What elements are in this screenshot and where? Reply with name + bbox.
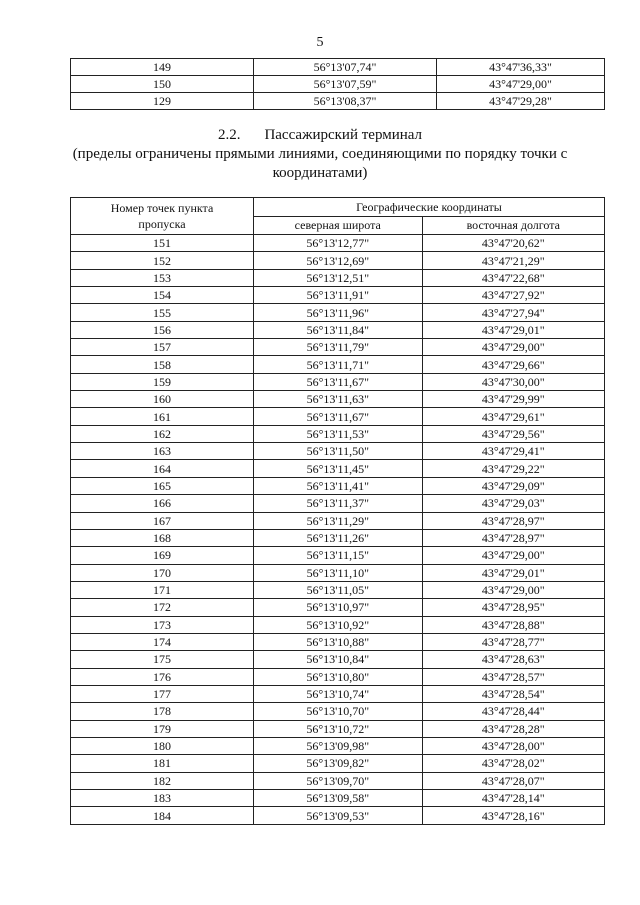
table-row [71,287,605,304]
longitude-cell: 43°47'28,97" [422,529,604,546]
point-number-cell: 178 [71,703,254,720]
section-title: Пассажирский терминал [264,127,423,143]
table-row [71,790,605,807]
point-number-cell: 149 [71,59,254,76]
table-row [71,269,605,286]
longitude-cell: 43°47'28,77" [422,633,604,650]
section-subtitle-line1: (пределы ограничены прямыми линиями, соединяющими по порядку точки с [72,146,568,162]
terminal-coordinates-table [70,197,605,825]
table-row [71,633,605,650]
longitude-cell: 43°47'29,61" [422,408,604,425]
table-row [71,76,605,93]
longitude-cell: 43°47'29,03" [422,495,604,512]
latitude-cell: 56°13'09,53" [254,807,423,824]
point-number-cell: 129 [71,93,254,110]
longitude-cell: 43°47'29,09" [422,477,604,494]
table-row [71,235,605,252]
latitude-cell: 56°13'11,71" [254,356,423,373]
point-number-cell: 168 [71,529,254,546]
latitude-cell: 56°13'12,51" [254,269,423,286]
table-row [71,755,605,772]
point-number-cell: 166 [71,495,254,512]
table-row [71,599,605,616]
latitude-cell: 56°13'07,74" [254,59,437,76]
longitude-cell: 43°47'28,28" [422,720,604,737]
latitude-cell: 56°13'10,74" [254,685,423,702]
point-number-cell: 167 [71,512,254,529]
point-number-cell: 170 [71,564,254,581]
point-number-cell: 155 [71,304,254,321]
header-point-line2: пропуска [138,217,186,231]
continued-coordinates-body [71,59,605,110]
latitude-cell: 56°13'11,67" [254,373,423,390]
point-number-cell: 181 [71,755,254,772]
point-number-cell: 172 [71,599,254,616]
table-row [71,581,605,598]
longitude-cell: 43°47'29,01" [422,321,604,338]
latitude-cell: 56°13'10,97" [254,599,423,616]
point-number-cell: 174 [71,633,254,650]
header-point-number [71,198,254,235]
table-body [71,235,605,825]
longitude-cell: 43°47'29,99" [422,391,604,408]
table-row [71,391,605,408]
table-row [71,685,605,702]
table-row [71,252,605,269]
table-row [71,408,605,425]
latitude-cell: 56°13'11,91" [254,287,423,304]
longitude-cell: 43°47'27,94" [422,304,604,321]
page-number: 5 [316,35,324,50]
latitude-cell: 56°13'12,69" [254,252,423,269]
longitude-cell: 43°47'28,63" [422,651,604,668]
longitude-cell: 43°47'28,00" [422,737,604,754]
point-number-cell: 177 [71,685,254,702]
point-number-cell: 150 [71,76,254,93]
latitude-cell: 56°13'09,98" [254,737,423,754]
latitude-cell: 56°13'11,26" [254,529,423,546]
latitude-cell: 56°13'11,45" [254,460,423,477]
point-number-cell: 179 [71,720,254,737]
longitude-cell: 43°47'29,00" [422,581,604,598]
section-number: 2.2. [217,127,241,143]
header-longitude: восточная долгота [422,216,604,235]
table-row [71,772,605,789]
latitude-cell: 56°13'11,53" [254,425,423,442]
point-number-cell: 162 [71,425,254,442]
latitude-cell: 56°13'09,82" [254,755,423,772]
point-number-cell: 164 [71,460,254,477]
table-row [71,807,605,824]
longitude-cell: 43°47'28,54" [422,685,604,702]
point-number-cell: 158 [71,356,254,373]
point-number-cell: 175 [71,651,254,668]
table-row [71,304,605,321]
point-number-cell: 157 [71,339,254,356]
longitude-cell: 43°47'29,22" [422,460,604,477]
longitude-cell: 43°47'28,97" [422,512,604,529]
longitude-cell: 43°47'29,00" [422,339,604,356]
longitude-cell: 43°47'36,33" [437,59,605,76]
longitude-cell: 43°47'28,57" [422,668,604,685]
table-row [71,651,605,668]
table-row [71,720,605,737]
table-row [71,703,605,720]
table-row [71,668,605,685]
point-number-cell: 151 [71,235,254,252]
point-number-cell: 182 [71,772,254,789]
point-number-cell: 156 [71,321,254,338]
longitude-cell: 43°47'29,00" [422,547,604,564]
point-number-cell: 169 [71,547,254,564]
point-number-cell: 163 [71,443,254,460]
latitude-cell: 56°13'10,80" [254,668,423,685]
point-number-cell: 161 [71,408,254,425]
latitude-cell: 56°13'10,70" [254,703,423,720]
latitude-cell: 56°13'11,67" [254,408,423,425]
table-row [71,93,605,110]
longitude-cell: 43°47'29,28" [437,93,605,110]
longitude-cell: 43°47'28,14" [422,790,604,807]
point-number-cell: 173 [71,616,254,633]
latitude-cell: 56°13'08,37" [254,93,437,110]
point-number-cell: 180 [71,737,254,754]
point-number-cell: 171 [71,581,254,598]
longitude-cell: 43°47'27,92" [422,287,604,304]
latitude-cell: 56°13'12,77" [254,235,423,252]
point-number-cell: 152 [71,252,254,269]
table-row [71,737,605,754]
latitude-cell: 56°13'10,88" [254,633,423,650]
latitude-cell: 56°13'11,63" [254,391,423,408]
point-number-cell: 153 [71,269,254,286]
header-geo-coordinates: Географические координаты [254,198,605,217]
latitude-cell: 56°13'09,58" [254,790,423,807]
table-row [71,477,605,494]
longitude-cell: 43°47'29,66" [422,356,604,373]
longitude-cell: 43°47'22,68" [422,269,604,286]
table-row [71,547,605,564]
table-header [71,198,605,235]
longitude-cell: 43°47'28,16" [422,807,604,824]
header-point-line1: Номер точек пункта [110,201,214,215]
latitude-cell: 56°13'10,92" [254,616,423,633]
table-row [71,425,605,442]
latitude-cell: 56°13'11,10" [254,564,423,581]
latitude-cell: 56°13'11,05" [254,581,423,598]
latitude-cell: 56°13'11,15" [254,547,423,564]
longitude-cell: 43°47'29,41" [422,443,604,460]
header-latitude: северная широта [254,216,423,235]
point-number-cell: 154 [71,287,254,304]
table-row [71,356,605,373]
point-number-cell: 159 [71,373,254,390]
point-number-cell: 176 [71,668,254,685]
table-row [71,495,605,512]
latitude-cell: 56°13'11,84" [254,321,423,338]
longitude-cell: 43°47'28,44" [422,703,604,720]
latitude-cell: 56°13'11,29" [254,512,423,529]
longitude-cell: 43°47'21,29" [422,252,604,269]
table-row [71,616,605,633]
table-row [71,443,605,460]
latitude-cell: 56°13'10,84" [254,651,423,668]
longitude-cell: 43°47'30,00" [422,373,604,390]
longitude-cell: 43°47'28,07" [422,772,604,789]
section-title-line [0,126,640,145]
longitude-cell: 43°47'29,00" [437,76,605,93]
table-row [71,339,605,356]
section-subtitle-line2: координатами) [272,165,368,181]
latitude-cell: 56°13'07,59" [254,76,437,93]
latitude-cell: 56°13'11,41" [254,477,423,494]
longitude-cell: 43°47'28,02" [422,755,604,772]
latitude-cell: 56°13'11,50" [254,443,423,460]
latitude-cell: 56°13'11,79" [254,339,423,356]
table-row [71,460,605,477]
table-row [71,529,605,546]
longitude-cell: 43°47'29,01" [422,564,604,581]
latitude-cell: 56°13'10,72" [254,720,423,737]
latitude-cell: 56°13'11,37" [254,495,423,512]
latitude-cell: 56°13'09,70" [254,772,423,789]
table-row [71,59,605,76]
longitude-cell: 43°47'29,56" [422,425,604,442]
table-row [71,321,605,338]
latitude-cell: 56°13'11,96" [254,304,423,321]
section-heading [0,126,640,183]
continued-coordinates-table [70,58,605,110]
longitude-cell: 43°47'28,88" [422,616,604,633]
table-row [71,512,605,529]
longitude-cell: 43°47'20,62" [422,235,604,252]
point-number-cell: 183 [71,790,254,807]
point-number-cell: 165 [71,477,254,494]
point-number-cell: 160 [71,391,254,408]
table-row [71,564,605,581]
table-row [71,373,605,390]
point-number-cell: 184 [71,807,254,824]
longitude-cell: 43°47'28,95" [422,599,604,616]
